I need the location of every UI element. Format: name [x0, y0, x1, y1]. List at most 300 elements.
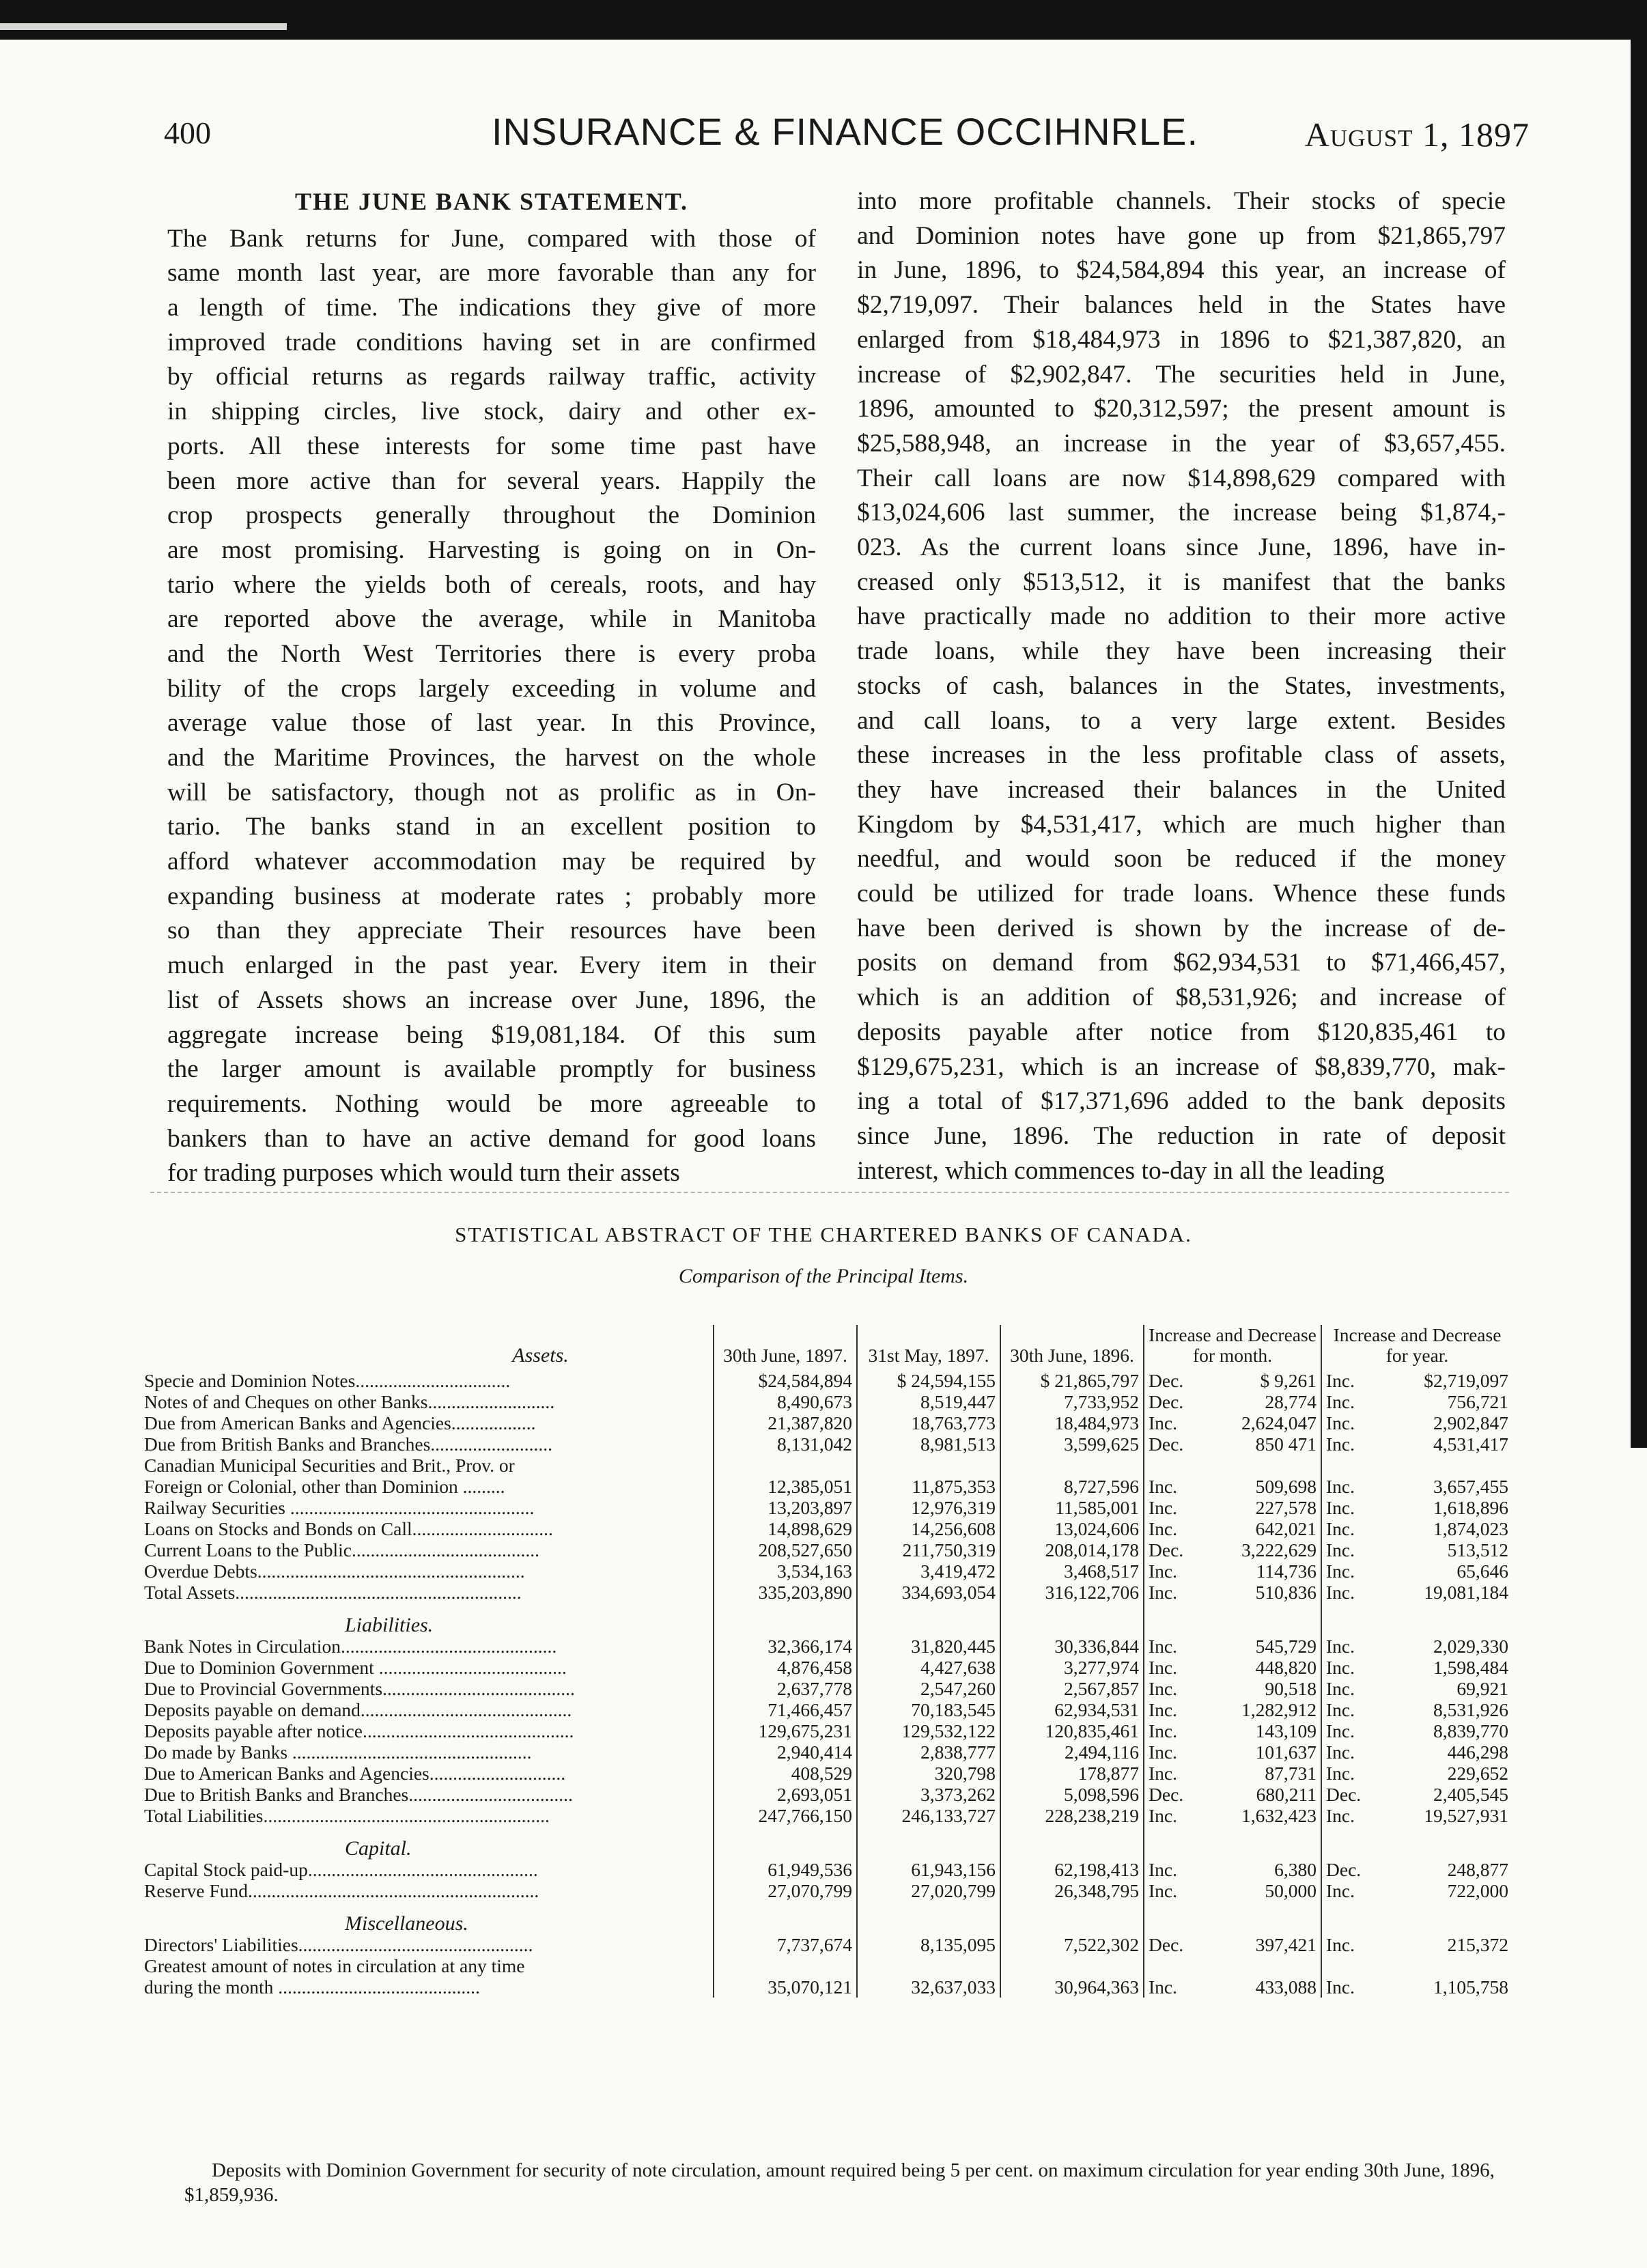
cell-m: $ 9,261	[1198, 1370, 1321, 1391]
cell-v2	[857, 1455, 1000, 1476]
cell-v2: 3,373,262	[857, 1784, 1000, 1805]
liabilities-heading-row	[140, 1603, 1512, 1636]
cell-y: 2,029,330	[1433, 1636, 1509, 1657]
table-row	[140, 1763, 1512, 1784]
cell-label: Canadian Municipal Securities and Brit., Prov. or	[140, 1455, 714, 1476]
cell-label: Total Assets.............................................................	[140, 1582, 714, 1603]
cell-d1	[1144, 1955, 1198, 1976]
article-line: are most promising. Harvesting is going on in On-	[167, 535, 816, 564]
cell-v1: 35,070,121	[714, 1976, 857, 1998]
cell-m: 510,836	[1198, 1582, 1321, 1603]
article-line: stocks of cash, balances in the States, investments,	[857, 671, 1506, 700]
col-may-1897: 31st May, 1897.	[857, 1325, 1000, 1370]
cell-v1: 12,385,051	[714, 1476, 857, 1497]
cell-v1: 32,366,174	[714, 1636, 857, 1657]
article-line: bility of the crops largely exceeding in volume and	[167, 674, 816, 703]
article-line: 1896, amounted to $20,312,597; the present amount is	[857, 395, 1506, 423]
cell-label: Deposits payable after notice.............................................	[140, 1720, 714, 1741]
article-line: ports. All these interests for some time past have	[167, 432, 816, 460]
cell-m: 28,774	[1198, 1391, 1321, 1412]
cell-v3: $ 21,865,797	[1000, 1370, 1144, 1391]
cell-v2: 70,183,545	[857, 1699, 1000, 1720]
section-heading: Liabilities.	[140, 1603, 714, 1636]
cell-d2: Inc.	[1326, 1934, 1355, 1955]
cell-m: 50,000	[1198, 1880, 1321, 1901]
cell-v2: 211,750,319	[857, 1539, 1000, 1560]
cell-y	[1376, 1455, 1512, 1476]
cell-d1: Inc.	[1149, 1476, 1177, 1497]
capital-heading-row	[140, 1826, 1512, 1859]
cell-v3: 18,484,973	[1000, 1412, 1144, 1433]
article-line: and Dominion notes have gone up from $21,865,797	[857, 221, 1506, 250]
article-title: THE JUNE BANK STATEMENT.	[294, 188, 689, 215]
cell-y: 513,512	[1447, 1539, 1509, 1560]
table-title: STATISTICAL ABSTRACT OF THE CHARTERED BANKS OF CANADA.	[455, 1222, 1192, 1246]
article-line: ing a total of $17,371,696 added to the bank deposits	[857, 1087, 1506, 1116]
cell-label: Greatest amount of notes in circulation at any time	[140, 1955, 714, 1976]
table-row	[140, 1880, 1512, 1901]
cell-v3	[1000, 1455, 1144, 1476]
cell-v2: 61,943,156	[857, 1859, 1000, 1880]
cell-v2: 4,427,638	[857, 1657, 1000, 1678]
article-line: have been derived is shown by the increase of de-	[857, 914, 1506, 942]
article-line: tario. The banks stand in an excellent position to	[167, 813, 816, 841]
cell-d2: Inc.	[1326, 1582, 1355, 1603]
cell-label: Foreign or Colonial, other than Dominion .........	[140, 1476, 714, 1497]
cell-v2: 8,981,513	[857, 1433, 1000, 1455]
cell-v2: 2,547,260	[857, 1678, 1000, 1699]
cell-m: 1,632,423	[1198, 1805, 1321, 1826]
cell-v3: 316,122,706	[1000, 1582, 1144, 1603]
article-line: they have increased their balances in the United	[857, 775, 1506, 804]
cell-v2: 14,256,608	[857, 1518, 1000, 1539]
article-line: a length of time. The indications they give of more	[167, 294, 816, 322]
cell-label: Due from British Banks and Branches..........................	[140, 1433, 714, 1455]
article-line: these increases in the less profitable class of assets,	[857, 741, 1506, 770]
cell-label: Deposits payable on demand.............................................	[140, 1699, 714, 1720]
cell-m: 545,729	[1198, 1636, 1321, 1657]
article-line: posits on demand from $62,934,531 to $71,466,457,	[857, 949, 1506, 977]
article-line: improved trade conditions having set in are confirmed	[167, 328, 816, 356]
cell-d1	[1144, 1455, 1198, 1476]
cell-v1: 27,070,799	[714, 1880, 857, 1901]
cell-d2: Dec.	[1326, 1784, 1362, 1805]
cell-label: Due to British Banks and Branches...................................	[140, 1784, 714, 1805]
col-change-year: Increase and Decrease for year.	[1333, 1324, 1502, 1366]
table-footnote: Deposits with Dominion Government for security of note circulation, amount required being 5 per cent. on maximum circulation for year ending 30th June, 1896, $1,859,936.	[184, 2159, 1495, 2206]
cell-d1: Inc.	[1149, 1741, 1177, 1763]
cell-label: during the month ...........................................	[140, 1976, 714, 1998]
cell-v1: 247,766,150	[714, 1805, 857, 1826]
article-line: deposits payable after notice from $120,835,461 to	[857, 1018, 1506, 1046]
article-line: and the North West Territories there is every proba	[167, 639, 816, 668]
cell-m	[1198, 1955, 1321, 1976]
cell-v3: 8,727,596	[1000, 1476, 1144, 1497]
article-line: same month last year, are more favorable than any for	[167, 259, 816, 288]
cell-d1: Inc.	[1149, 1412, 1177, 1433]
cell-d1: Dec.	[1149, 1433, 1184, 1455]
cell-v1: 129,675,231	[714, 1720, 857, 1741]
cell-d1: Dec.	[1149, 1784, 1184, 1805]
table-row	[140, 1636, 1512, 1657]
table-row	[140, 1657, 1512, 1678]
cell-v1: 8,490,673	[714, 1391, 857, 1412]
article-line: afford whatever accommodation may be required by	[167, 848, 816, 876]
cell-v2: 8,135,095	[857, 1934, 1000, 1955]
cell-d2: Inc.	[1326, 1976, 1355, 1998]
cell-v3: 13,024,606	[1000, 1518, 1144, 1539]
table-row	[140, 1699, 1512, 1720]
article-line: into more profitable channels. Their stocks of specie	[857, 187, 1506, 215]
cell-d1: Inc.	[1149, 1497, 1177, 1518]
cell-label: Loans on Stocks and Bonds on Call..............................	[140, 1518, 714, 1539]
cell-d1: Inc.	[1149, 1763, 1177, 1784]
cell-d1: Inc.	[1149, 1518, 1177, 1539]
table-row	[140, 1976, 1512, 1998]
article-line: interest, which commences to-day in all the leading	[857, 1156, 1385, 1185]
table-row	[140, 1784, 1512, 1805]
cell-d2: Inc.	[1326, 1391, 1355, 1412]
table-row	[140, 1720, 1512, 1741]
article-line: tario where the yields both of cereals, roots, and hay	[167, 570, 816, 599]
cell-d1: Dec.	[1149, 1934, 1184, 1955]
cell-d1: Inc.	[1149, 1560, 1177, 1582]
table-row	[140, 1476, 1512, 1497]
cell-d1: Inc.	[1149, 1859, 1177, 1880]
cell-y: 446,298	[1447, 1741, 1509, 1763]
cell-d2	[1321, 1455, 1376, 1476]
cell-v2	[857, 1955, 1000, 1976]
cell-v3: 2,494,116	[1000, 1741, 1144, 1763]
cell-m: 6,380	[1198, 1859, 1321, 1880]
cell-v3: 178,877	[1000, 1763, 1144, 1784]
cell-m: 680,211	[1198, 1784, 1321, 1805]
cell-d1: Inc.	[1149, 1582, 1177, 1603]
cell-y: 1,618,896	[1433, 1497, 1509, 1518]
cell-m: 642,021	[1198, 1518, 1321, 1539]
cell-v2: 334,693,054	[857, 1582, 1000, 1603]
cell-m: 448,820	[1198, 1657, 1321, 1678]
total-liabilities-row	[140, 1805, 1512, 1826]
cell-y: 69,921	[1456, 1678, 1509, 1699]
article-line: since June, 1896. The reduction in rate of deposit	[857, 1121, 1506, 1150]
section-heading: Capital.	[140, 1826, 714, 1859]
article-line: Kingdom by $4,531,417, which are much higher than	[857, 810, 1506, 839]
cell-v2: 12,976,319	[857, 1497, 1000, 1518]
article-line: $25,588,948, an increase in the year of $3,657,455.	[857, 429, 1506, 458]
table-row	[140, 1370, 1512, 1391]
table-row	[140, 1518, 1512, 1539]
cell-y: 65,646	[1456, 1560, 1509, 1582]
cell-m: 87,731	[1198, 1763, 1321, 1784]
cell-m: 143,109	[1198, 1720, 1321, 1741]
cell-d2: Inc.	[1326, 1763, 1355, 1784]
table-row	[140, 1859, 1512, 1880]
article-line: The Bank returns for June, compared with those of	[167, 224, 816, 253]
page-header	[164, 109, 1530, 171]
cell-v2: 11,875,353	[857, 1476, 1000, 1497]
article-line: much enlarged in the past year. Every item in their	[167, 951, 816, 980]
cell-y: 2,405,545	[1433, 1784, 1509, 1805]
article-line: and the Maritime Provinces, the harvest on the whole	[167, 744, 816, 772]
cell-v3: 11,585,001	[1000, 1497, 1144, 1518]
cell-label: Due to Provincial Governments.........................................	[140, 1678, 714, 1699]
cell-v1: 4,876,458	[714, 1657, 857, 1678]
cell-v3: 120,835,461	[1000, 1720, 1144, 1741]
cell-m: 433,088	[1198, 1976, 1321, 1998]
cell-m: 2,624,047	[1198, 1412, 1321, 1433]
table-row	[140, 1391, 1512, 1412]
cell-m: 227,578	[1198, 1497, 1321, 1518]
cell-v2: 320,798	[857, 1763, 1000, 1784]
page-number: 400	[164, 115, 211, 150]
cell-d2: Inc.	[1326, 1720, 1355, 1741]
cell-d1: Inc.	[1149, 1699, 1177, 1720]
cell-y: 722,000	[1447, 1880, 1509, 1901]
cell-m: 90,518	[1198, 1678, 1321, 1699]
cell-v2: 27,020,799	[857, 1880, 1000, 1901]
article-line: have practically made no addition to their more active	[857, 602, 1506, 631]
article-line: crop prospects generally throughout the Dominion	[167, 501, 816, 530]
cell-v1	[714, 1955, 857, 1976]
article-line: $129,675,231, which is an increase of $8,839,770, mak-	[857, 1052, 1506, 1081]
cell-v1: 208,527,650	[714, 1539, 857, 1560]
article-line: expanding business at moderate rates ; probably more	[167, 882, 816, 910]
col-june-1897: 30th June, 1897.	[714, 1325, 857, 1370]
cell-v1: 71,466,457	[714, 1699, 857, 1720]
cell-v1: 335,203,890	[714, 1582, 857, 1603]
article-line: aggregate increase being $19,081,184. Of this sum	[167, 1020, 816, 1049]
cell-d2: Inc.	[1326, 1678, 1355, 1699]
article-line: will be satisfactory, though not as prolific as in On-	[167, 778, 816, 807]
cell-d2: Inc.	[1326, 1539, 1355, 1560]
cell-label: Capital Stock paid-up.................................................	[140, 1859, 714, 1880]
table-row	[140, 1539, 1512, 1560]
cell-y: 8,531,926	[1433, 1699, 1509, 1720]
cell-y: $2,719,097	[1424, 1370, 1509, 1391]
cell-v2: 3,419,472	[857, 1560, 1000, 1582]
cell-v3: 3,599,625	[1000, 1433, 1144, 1455]
article-line: 023. As the current loans since June, 1896, have in-	[857, 533, 1506, 562]
cell-v2: 129,532,122	[857, 1720, 1000, 1741]
assets-heading: Assets.	[140, 1325, 714, 1370]
cell-y: 756,721	[1447, 1391, 1509, 1412]
cell-d1: Dec.	[1149, 1370, 1184, 1391]
cell-v1: 8,131,042	[714, 1433, 857, 1455]
cell-label: Notes of and Cheques on other Banks...........................	[140, 1391, 714, 1412]
cell-v3: 26,348,795	[1000, 1880, 1144, 1901]
table-row	[140, 1412, 1512, 1433]
article-line: increase of $2,902,847. The securities held in June,	[857, 360, 1506, 389]
cell-v1: 2,693,051	[714, 1784, 857, 1805]
table-row	[140, 1455, 1512, 1476]
cell-v1: 13,203,897	[714, 1497, 857, 1518]
table-header-row	[140, 1325, 1512, 1370]
cell-v1	[714, 1455, 857, 1476]
cell-d2: Inc.	[1326, 1497, 1355, 1518]
cell-v1: 408,529	[714, 1763, 857, 1784]
total-assets-row	[140, 1582, 1512, 1603]
article-line: been more active than for several years. Happily the	[167, 466, 816, 495]
cell-y: 248,877	[1447, 1859, 1509, 1880]
cell-label: Current Loans to the Public........................................	[140, 1539, 714, 1560]
article-line: needful, and would soon be reduced if the money	[857, 845, 1506, 873]
journal-title: INSURANCE & FINANCE OCCIHNRLE.	[492, 110, 1199, 153]
cell-d1: Inc.	[1149, 1880, 1177, 1901]
cell-v3: 5,098,596	[1000, 1784, 1144, 1805]
article-line: bankers than to have an active demand for good loans	[167, 1124, 816, 1153]
article-line: which is an addition of $8,531,926; and increase of	[857, 983, 1506, 1012]
cell-v1: 2,940,414	[714, 1741, 857, 1763]
cell-y: 4,531,417	[1433, 1433, 1509, 1455]
cell-d2: Inc.	[1326, 1741, 1355, 1763]
cell-v3: 7,522,302	[1000, 1934, 1144, 1955]
cell-label: Reserve Fund..............................................................	[140, 1880, 714, 1901]
cell-label: Directors' Liabilities..................................................	[140, 1934, 714, 1955]
table-row	[140, 1741, 1512, 1763]
cell-d2	[1321, 1955, 1376, 1976]
cell-d1: Inc.	[1149, 1805, 1177, 1826]
cell-label: Due to Dominion Government ........................................	[140, 1657, 714, 1678]
cell-d1: Inc.	[1149, 1976, 1177, 1998]
misc-heading-row	[140, 1901, 1512, 1934]
article-line: by official returns as regards railway traffic, activity	[167, 363, 816, 391]
cell-d2: Inc.	[1326, 1412, 1355, 1433]
issue-date: August 1, 1897	[1304, 115, 1530, 154]
cell-v3: 62,198,413	[1000, 1859, 1144, 1880]
cell-label: Do made by Banks ...................................................	[140, 1741, 714, 1763]
table-row	[140, 1497, 1512, 1518]
cell-d2: Inc.	[1326, 1370, 1355, 1391]
article-line: in June, 1896, to $24,584,894 this year, an increase of	[857, 256, 1506, 285]
cell-d1: Dec.	[1149, 1539, 1184, 1560]
cell-v2: 2,838,777	[857, 1741, 1000, 1763]
cell-y: 215,372	[1447, 1934, 1509, 1955]
cell-d2: Inc.	[1326, 1476, 1355, 1497]
column-rule	[150, 1192, 1509, 1193]
article-line: creased only $513,512, it is manifest that the banks	[857, 568, 1506, 596]
article-line: list of Assets shows an increase over June, 1896, the	[167, 985, 816, 1014]
cell-v3: 228,238,219	[1000, 1805, 1144, 1826]
article-line: could be utilized for trade loans. Whence these funds	[857, 880, 1506, 908]
cell-v2: 32,637,033	[857, 1976, 1000, 1998]
cell-v3	[1000, 1955, 1144, 1976]
cell-m: 114,736	[1198, 1560, 1321, 1582]
cell-label: Overdue Debts.........................................................	[140, 1560, 714, 1582]
col-change-month: Increase and Decrease for month.	[1144, 1325, 1321, 1370]
table-row	[140, 1934, 1512, 1955]
cell-label: Due to American Banks and Agencies.............................	[140, 1763, 714, 1784]
cell-m: 850 471	[1198, 1433, 1321, 1455]
cell-v3: 3,468,517	[1000, 1560, 1144, 1582]
article-left-column	[167, 184, 816, 1191]
cell-v1: 7,737,674	[714, 1934, 857, 1955]
cell-d2: Inc.	[1326, 1433, 1355, 1455]
cell-d2: Inc.	[1326, 1880, 1355, 1901]
cell-v1: 61,949,536	[714, 1859, 857, 1880]
cell-y: 229,652	[1447, 1763, 1509, 1784]
cell-v1: 14,898,629	[714, 1518, 857, 1539]
cell-m: 101,637	[1198, 1741, 1321, 1763]
scan-top-border	[0, 0, 1647, 40]
table-row	[140, 1433, 1512, 1455]
cell-m: 1,282,912	[1198, 1699, 1321, 1720]
cell-v3: 30,336,844	[1000, 1636, 1144, 1657]
article-line: requirements. Nothing would be more agreeable to	[167, 1089, 816, 1118]
cell-v3: 62,934,531	[1000, 1699, 1144, 1720]
cell-d1: Inc.	[1149, 1636, 1177, 1657]
cell-d2: Inc.	[1326, 1699, 1355, 1720]
article-right-column	[857, 184, 1506, 1188]
cell-d2: Dec.	[1326, 1859, 1362, 1880]
section-heading: Miscellaneous.	[140, 1901, 714, 1934]
cell-v3: 30,964,363	[1000, 1976, 1144, 1998]
cell-v2: 18,763,773	[857, 1412, 1000, 1433]
article-line: $13,024,606 last summer, the increase being $1,874,-	[857, 499, 1506, 527]
bank-abstract-table	[140, 1325, 1512, 1998]
cell-v3: 3,277,974	[1000, 1657, 1144, 1678]
cell-label: Bank Notes in Circulation..............................................	[140, 1636, 714, 1657]
cell-m	[1198, 1455, 1321, 1476]
cell-d2: Inc.	[1326, 1657, 1355, 1678]
cell-y: 1,105,758	[1433, 1976, 1509, 1998]
article-line: $2,719,097. Their balances held in the States have	[857, 291, 1506, 320]
cell-y: 3,657,455	[1433, 1476, 1509, 1497]
cell-m: 397,421	[1198, 1934, 1321, 1955]
cell-y: 8,839,770	[1433, 1720, 1509, 1741]
article-line: trade loans, while they have been increasing their	[857, 637, 1506, 666]
article-line: so than they appreciate Their resources have been	[167, 916, 816, 945]
article-line: average value those of last year. In this Province,	[167, 709, 816, 738]
cell-d2: Inc.	[1326, 1518, 1355, 1539]
col-june-1896: 30th June, 1896.	[1000, 1325, 1144, 1370]
cell-label: Due from American Banks and Agencies..................	[140, 1412, 714, 1433]
cell-v3: 7,733,952	[1000, 1391, 1144, 1412]
table-subtitle: Comparison of the Principal Items.	[678, 1265, 969, 1287]
article-line: for trading purposes which would turn their assets	[167, 1159, 680, 1188]
cell-label: Railway Securities ....................................................	[140, 1497, 714, 1518]
cell-v2: $ 24,594,155	[857, 1370, 1000, 1391]
table-row	[140, 1560, 1512, 1582]
cell-v3: 208,014,178	[1000, 1539, 1144, 1560]
cell-m: 3,222,629	[1198, 1539, 1321, 1560]
cell-v2: 8,519,447	[857, 1391, 1000, 1412]
cell-y: 19,081,184	[1424, 1582, 1509, 1603]
article-line: enlarged from $18,484,973 in 1896 to $21,387,820, an	[857, 325, 1506, 354]
cell-y	[1376, 1955, 1512, 1976]
table-row	[140, 1955, 1512, 1976]
cell-y: 19,527,931	[1424, 1805, 1509, 1826]
article-line: in shipping circles, live stock, dairy and other ex-	[167, 397, 816, 426]
cell-v1: 21,387,820	[714, 1412, 857, 1433]
article-line: the larger amount is available promptly for business	[167, 1055, 816, 1084]
cell-v1: 2,637,778	[714, 1678, 857, 1699]
cell-y: 1,874,023	[1433, 1518, 1509, 1539]
cell-d2: Inc.	[1326, 1560, 1355, 1582]
cell-d2: Inc.	[1326, 1636, 1355, 1657]
cell-v1: 3,534,163	[714, 1560, 857, 1582]
table-row	[140, 1678, 1512, 1699]
cell-v2: 246,133,727	[857, 1805, 1000, 1826]
cell-d2: Inc.	[1326, 1805, 1355, 1826]
cell-m: 509,698	[1198, 1476, 1321, 1497]
cell-v1: $24,584,894	[714, 1370, 857, 1391]
cell-d1: Inc.	[1149, 1720, 1177, 1741]
cell-label: Specie and Dominion Notes.................................	[140, 1370, 714, 1391]
article-line: and call loans, to a very large extent. Besides	[857, 706, 1506, 735]
cell-v3: 2,567,857	[1000, 1678, 1144, 1699]
cell-d1: Dec.	[1149, 1391, 1184, 1412]
